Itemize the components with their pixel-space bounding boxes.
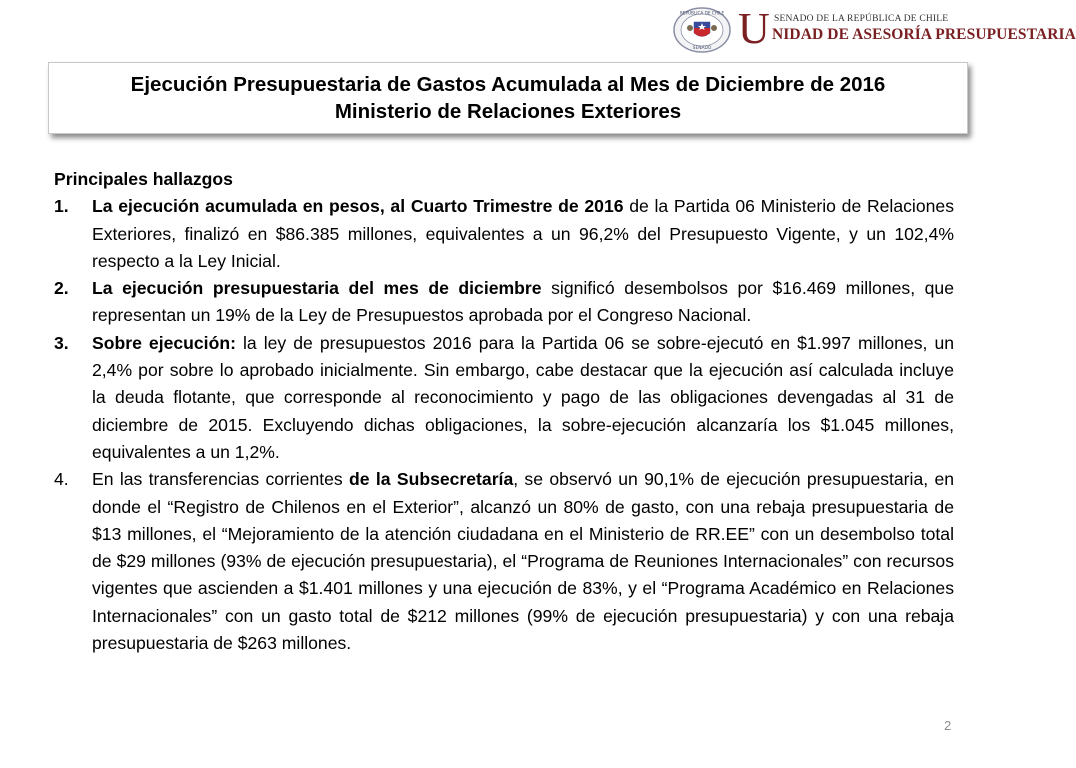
brand-subtitle: SENADO DE LA REPÚBLICA DE CHILE: [774, 14, 949, 24]
senate-seal-icon: [672, 6, 732, 54]
brand-letter: U: [738, 4, 770, 53]
findings-heading: Principales hallazgos: [54, 169, 233, 189]
item-bold-text: La ejecución acumulada en pesos, al Cuarto Trimestre de 2016: [92, 196, 624, 217]
item-text: significó desembolsos por $16.469 millones, que representan un 19% de la Ley de Presupuestos aprobada por el Congreso Nacional.: [92, 278, 955, 326]
svg-text:SENADO: SENADO: [692, 46, 712, 51]
finding-item: [54, 193, 954, 275]
item-number: 1.: [54, 196, 69, 217]
page-subtitle: Ministerio de Relaciones Exteriores: [334, 100, 682, 123]
item-bold-text: La ejecución presupuestaria del mes de diciembre: [92, 278, 542, 299]
item-text: , se observó un 90,1% de ejecución presupuestaria, en donde el “Registro de Chilenos en el Exterior”, alcanzó un 80% de gasto, con una rebaja presupuestaria de $13 millones, el “Mejoramiento de la atención ciudadana en el Ministerio de RR.EE” con un desembolso total de $29 millones (93% de ejecución presupuestaria), el “Programa de Reuniones Internacionales” con recursos vigentes que ascienden a $1.401 millones y una ejecución de 83%, y el “Programa Académico en Relaciones Internacionales” con un gasto total de $212 millones (99% de ejecución presupuestaria) y con una rebaja presupuestaria de $263 millones.: [92, 469, 955, 654]
item-number: 4.: [54, 469, 69, 490]
findings-list: [54, 193, 954, 657]
finding-item: [54, 330, 954, 466]
item-text: de la Partida 06 Ministerio de Relaciones Exteriores, finalizó en $86.385 millones, equivalentes a un 96,2% del Presupuesto Vigente, y un 102,4% respecto a la Ley Inicial.: [92, 196, 954, 271]
page-number: 2: [944, 718, 952, 733]
item-text: la ley de presupuestos 2016 para la Partida 06 se sobre-ejecutó en $1.997 millones, un 2,4% por sobre lo aprobado inicialmente. Sin embargo, cabe destacar que la ejecución así calculada incluye la deuda flotante, que corresponde al reconocimiento y pago de las obligaciones devengadas al 31 de diciembre de 2015. Excluyendo dichas obligaciones, la sobre-ejecución alcanzaría los $1.045 millones, equivalentes a un 1,2%.: [92, 332, 955, 462]
finding-item: [54, 275, 954, 330]
title-box: [48, 62, 968, 134]
item-bold-text: Sobre ejecución:: [92, 332, 236, 353]
header-logo: [672, 4, 1076, 54]
brand-title: NIDAD DE ASESORÍA PRESUPUESTARIA: [772, 26, 1076, 43]
item-number: 3.: [54, 332, 69, 353]
svg-text:REPÚBLICA DE CHILE: REPÚBLICA DE CHILE: [679, 10, 725, 16]
finding-item: [54, 466, 954, 657]
item-number: 2.: [54, 278, 69, 299]
item-text-before: En las transferencias corrientes: [92, 469, 350, 490]
item-bold-text: de la Subsecretaría: [349, 469, 514, 490]
findings-section: [54, 166, 954, 657]
page-title: Ejecución Presupuestaria de Gastos Acumulada al Mes de Diciembre de 2016: [130, 73, 886, 96]
